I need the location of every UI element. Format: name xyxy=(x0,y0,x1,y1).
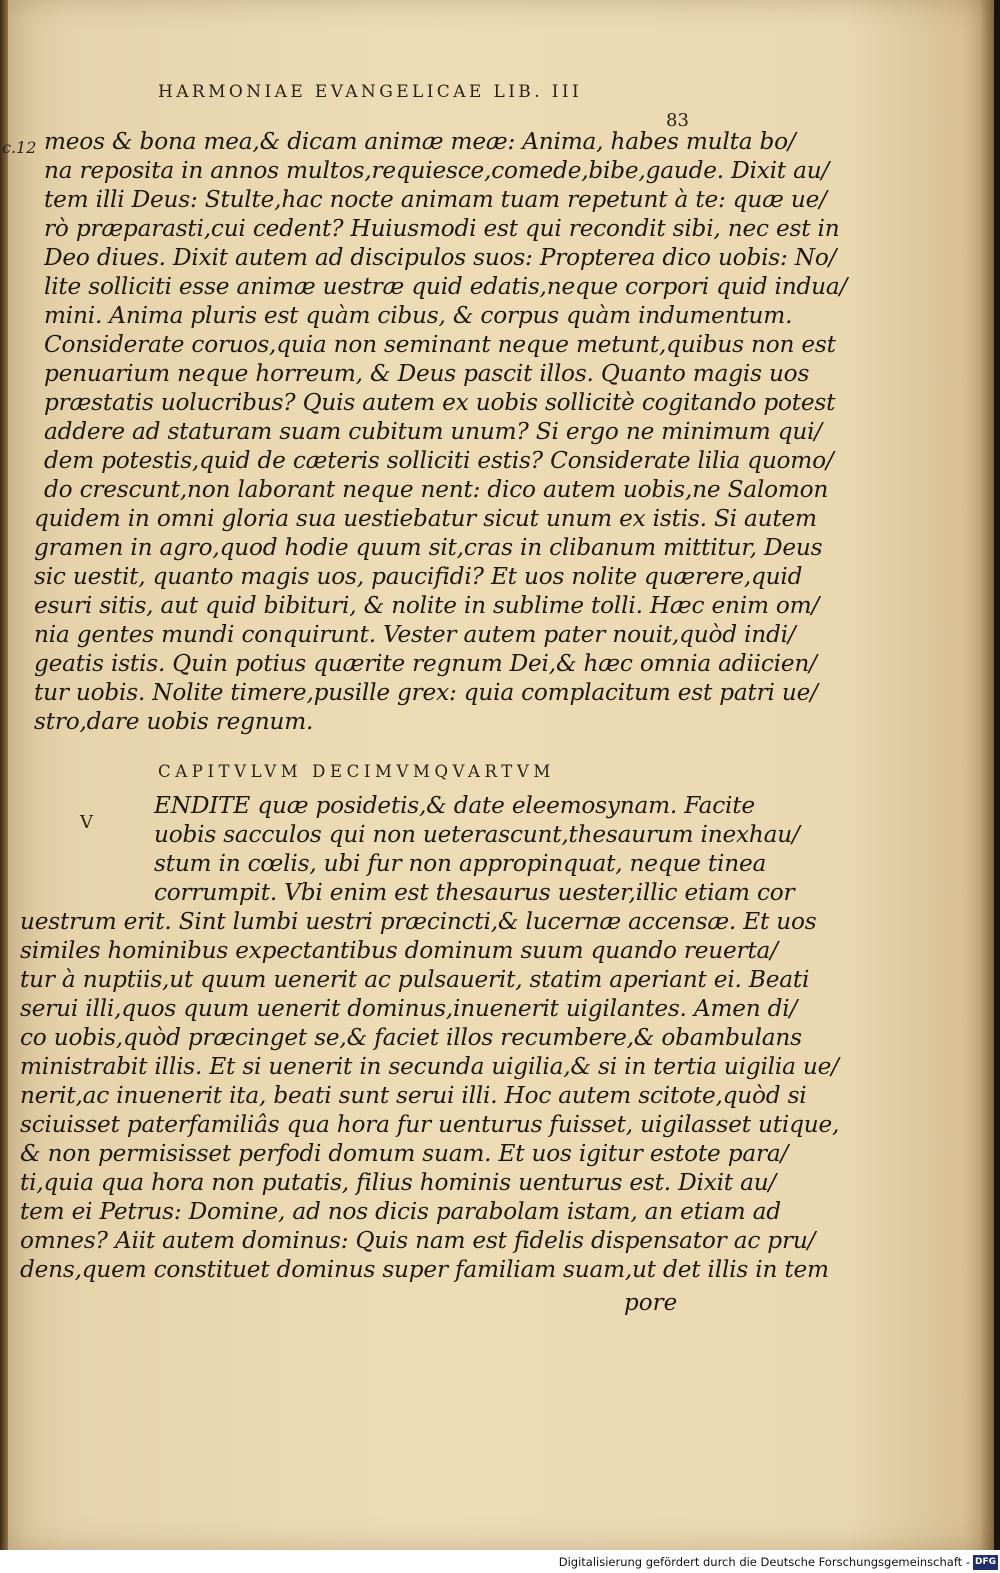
chapter-heading: CAPITVLVM DECIMVMQVARTVM xyxy=(158,762,555,781)
text-line: esuri sitis, aut quid bibituri, & nolite in sublime tolli. Hæc enim om/ xyxy=(34,592,820,619)
text-line: tur à nuptiis,ut quum uenerit ac pulsauerit, statim aperiant ei. Beati xyxy=(20,966,810,993)
text-line: stro,dare uobis regnum. xyxy=(34,708,314,735)
text-line: corrumpit. Vbi enim est thesaurus uester,illic etiam cor xyxy=(154,879,795,906)
text-line: geatis istis. Quin potius quærite regnum Dei,& hæc omnia adiicien/ xyxy=(34,650,817,677)
text-line: do crescunt,non laborant neque nent: dico autem uobis,ne Salomon xyxy=(44,476,829,503)
text-line: serui illi,quos quum uenerit dominus,inuenerit uigilantes. Amen di/ xyxy=(20,995,798,1022)
text-line: sic uestit, quanto magis uos, paucifidi? Et uos nolite quærere,quid xyxy=(34,563,803,590)
text-line: quidem in omni gloria sua uestiebatur sicut unum ex istis. Si autem xyxy=(34,505,817,532)
text-line: tem illi Deus: Stulte,hac nocte animam tuam repetunt à te: quæ ue/ xyxy=(44,186,827,213)
text-line: addere ad staturam suam cubitum unum? Si ergo ne minimum qui/ xyxy=(44,418,822,445)
footer-bar xyxy=(0,1550,1000,1573)
text-line: & non permisisset perfodi domum suam. Et uos igitur estote para/ xyxy=(20,1140,789,1167)
text-line: sciuisset paterfamiliâs qua hora fur uenturus fuisset, uigilasset utique, xyxy=(20,1111,840,1138)
margin-note: c.12 xyxy=(2,138,37,157)
text-line: lite solliciti esse animæ uestræ quid edatis,neque corpori quid indua/ xyxy=(44,273,848,300)
text-line: meos & bona mea,& dicam animæ meæ: Anima, habes multa bo/ xyxy=(44,128,796,155)
text-line: nerit,ac inuenerit ita, beati sunt serui illi. Hoc autem scitote,quòd si xyxy=(20,1082,807,1109)
text-line: stum in cœlis, ubi fur non appropinquat, neque tinea xyxy=(154,850,767,877)
text-line: dem potestis,quid de cæteris solliciti estis? Considerate lilia quomo/ xyxy=(44,447,834,474)
text-line: penuarium neque horreum, & Deus pascit illos. Quanto magis uos xyxy=(44,360,810,387)
text-line: gramen in agro,quod hodie quum sit,cras in clibanum mittitur, Deus xyxy=(34,534,823,561)
page-shadow-edge xyxy=(980,0,994,1550)
initial-letter-guide: V xyxy=(80,812,93,833)
text-line: rò præparasti,cui cedent? Huiusmodi est qui recondit sibi, nec est in xyxy=(44,215,840,242)
folio-number: 83 xyxy=(666,110,689,131)
text-line: Deo diues. Dixit autem ad discipulos suos: Propterea dico uobis: No/ xyxy=(44,244,837,271)
text-line: co uobis,quòd præcinget se,& faciet illos recumbere,& obambulans xyxy=(20,1024,802,1051)
text-line: ti,quia qua hora non putatis, filius hominis uenturus est. Dixit au/ xyxy=(20,1169,777,1196)
text-line: tem ei Petrus: Domine, ad nos dicis parabolam istam, an etiam ad xyxy=(20,1198,781,1225)
text-line: uobis sacculos qui non ueterascunt,thesaurum inexhau/ xyxy=(154,821,800,848)
text-line: uestrum erit. Sint lumbi uestri præcincti,& lucernæ accensæ. Et uos xyxy=(20,908,817,935)
text-line: ministrabit illis. Et si uenerit in secunda uigilia,& si in tertia uigilia ue/ xyxy=(20,1053,839,1080)
text-line: ENDITE quæ posidetis,& date eleemosynam. Facite xyxy=(154,792,755,819)
text-line: dens,quem constituet dominus super familiam suam,ut det illis in tem xyxy=(20,1256,829,1283)
text-line: Considerate coruos,quia non seminant neque metunt,quibus non est xyxy=(44,331,836,358)
text-line: omnes? Aiit autem dominus: Quis nam est fidelis dispensator ac pru/ xyxy=(20,1227,816,1254)
text-line: mini. Anima pluris est quàm cibus, & corpus quàm indumentum. xyxy=(44,302,793,329)
text-line: na reposita in annos multos,requiesce,comede,bibe,gaude. Dixit au/ xyxy=(44,157,830,184)
footer-credit: Digitalisierung gefördert durch die Deutsche Forschungsgemeinschaft - xyxy=(558,1555,970,1569)
text-line: tur uobis. Nolite timere,pusille grex: quia complacitum est patri ue/ xyxy=(34,679,818,706)
catchword: pore xyxy=(624,1290,678,1316)
running-head: HARMONIAE EVANGELICAE LIB. III xyxy=(158,82,583,102)
text-line: similes hominibus expectantibus dominum suum quando reuerta/ xyxy=(20,937,778,964)
dfg-logo-icon: DFG xyxy=(973,1555,998,1570)
text-line: præstatis uolucribus? Quis autem ex uobis sollicitè cogitando potest xyxy=(44,389,836,416)
text-line: nia gentes mundi conquirunt. Vester autem pater nouit,quòd indi/ xyxy=(34,621,796,648)
